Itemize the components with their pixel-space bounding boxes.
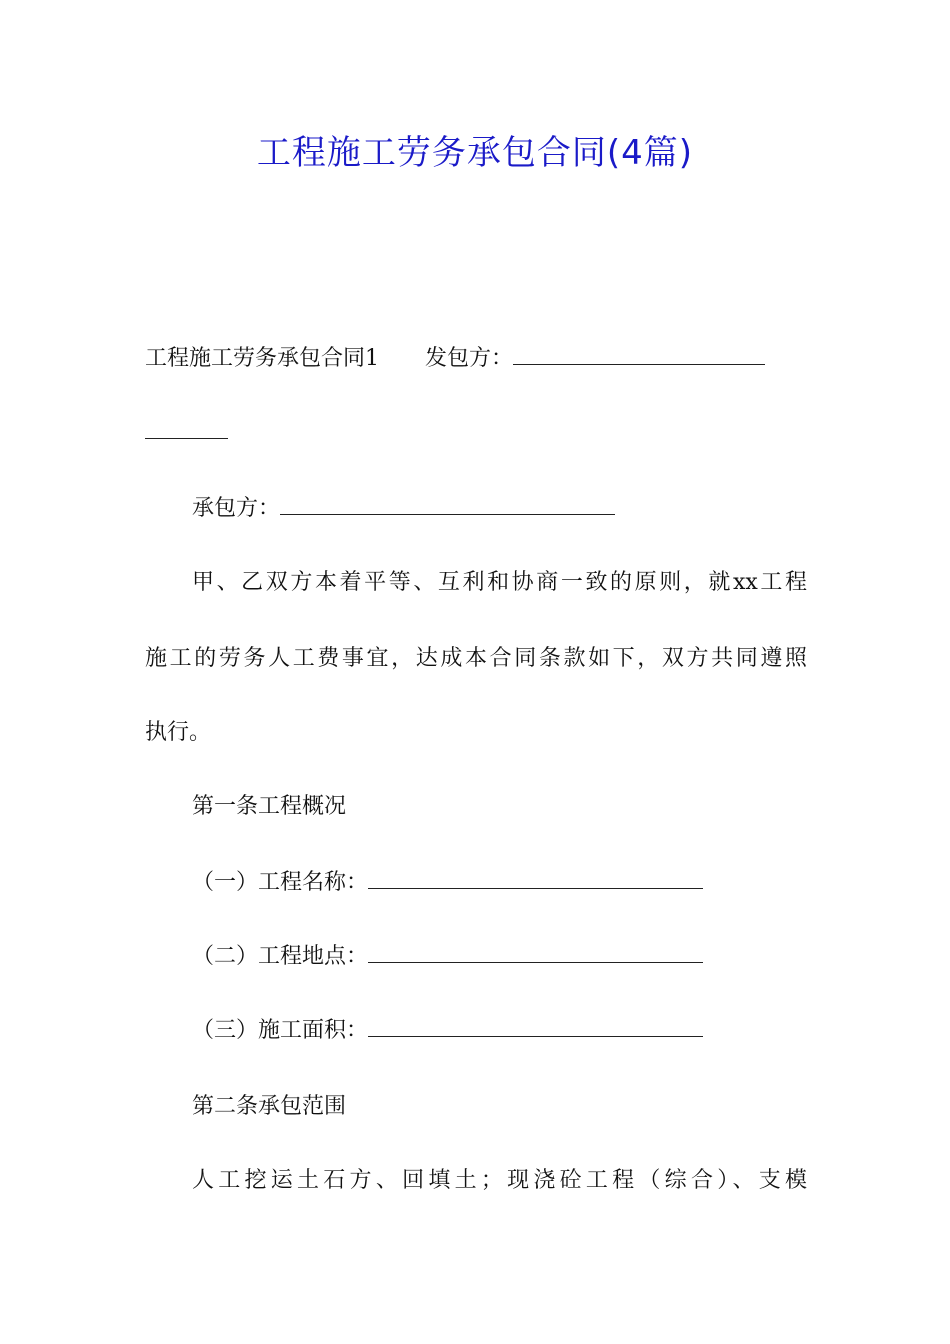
project-location-blank [368,942,703,963]
intro-paragraph-line-3: 执行。 [145,720,212,745]
contractor-label: 承包方： [192,496,281,521]
project-name-blank [368,868,703,889]
contract-heading: 工程施工劳务承包合同1 [145,346,379,371]
item-project-location-label: （二）工程地点： [192,944,369,969]
document-title: 工程施工劳务承包合同(4篇) [256,133,694,173]
contractor-blank [280,494,615,515]
item-construction-area [192,1016,703,1046]
intro-paragraph-line-2: 施工的劳务人工费事宜，达成本合同条款如下，双方共同遵照 [145,646,807,671]
employer-blank [513,344,765,365]
employer-blank-continuation [145,418,228,439]
item-project-name [192,868,703,898]
article-2-heading: 第二条承包范围 [192,1094,347,1119]
intro-paragraph-line-1: 甲、乙双方本着平等、互利和协商一致的原则，就xx工程 [192,570,807,595]
contractor-line [192,494,615,524]
item-construction-area-label: （三）施工面积： [192,1018,369,1043]
item-project-location [192,942,703,972]
construction-area-blank [368,1016,703,1037]
item-project-name-label: （一）工程名称： [192,870,369,895]
employer-label: 发包方： [425,346,514,371]
scope-line-1: 人工挖运土石方、回填土；现浇砼工程（综合）、支模 [192,1168,807,1193]
employer-blank-continuation-line [145,418,228,448]
contract-heading-line [145,344,765,374]
article-1-heading: 第一条工程概况 [192,794,347,819]
